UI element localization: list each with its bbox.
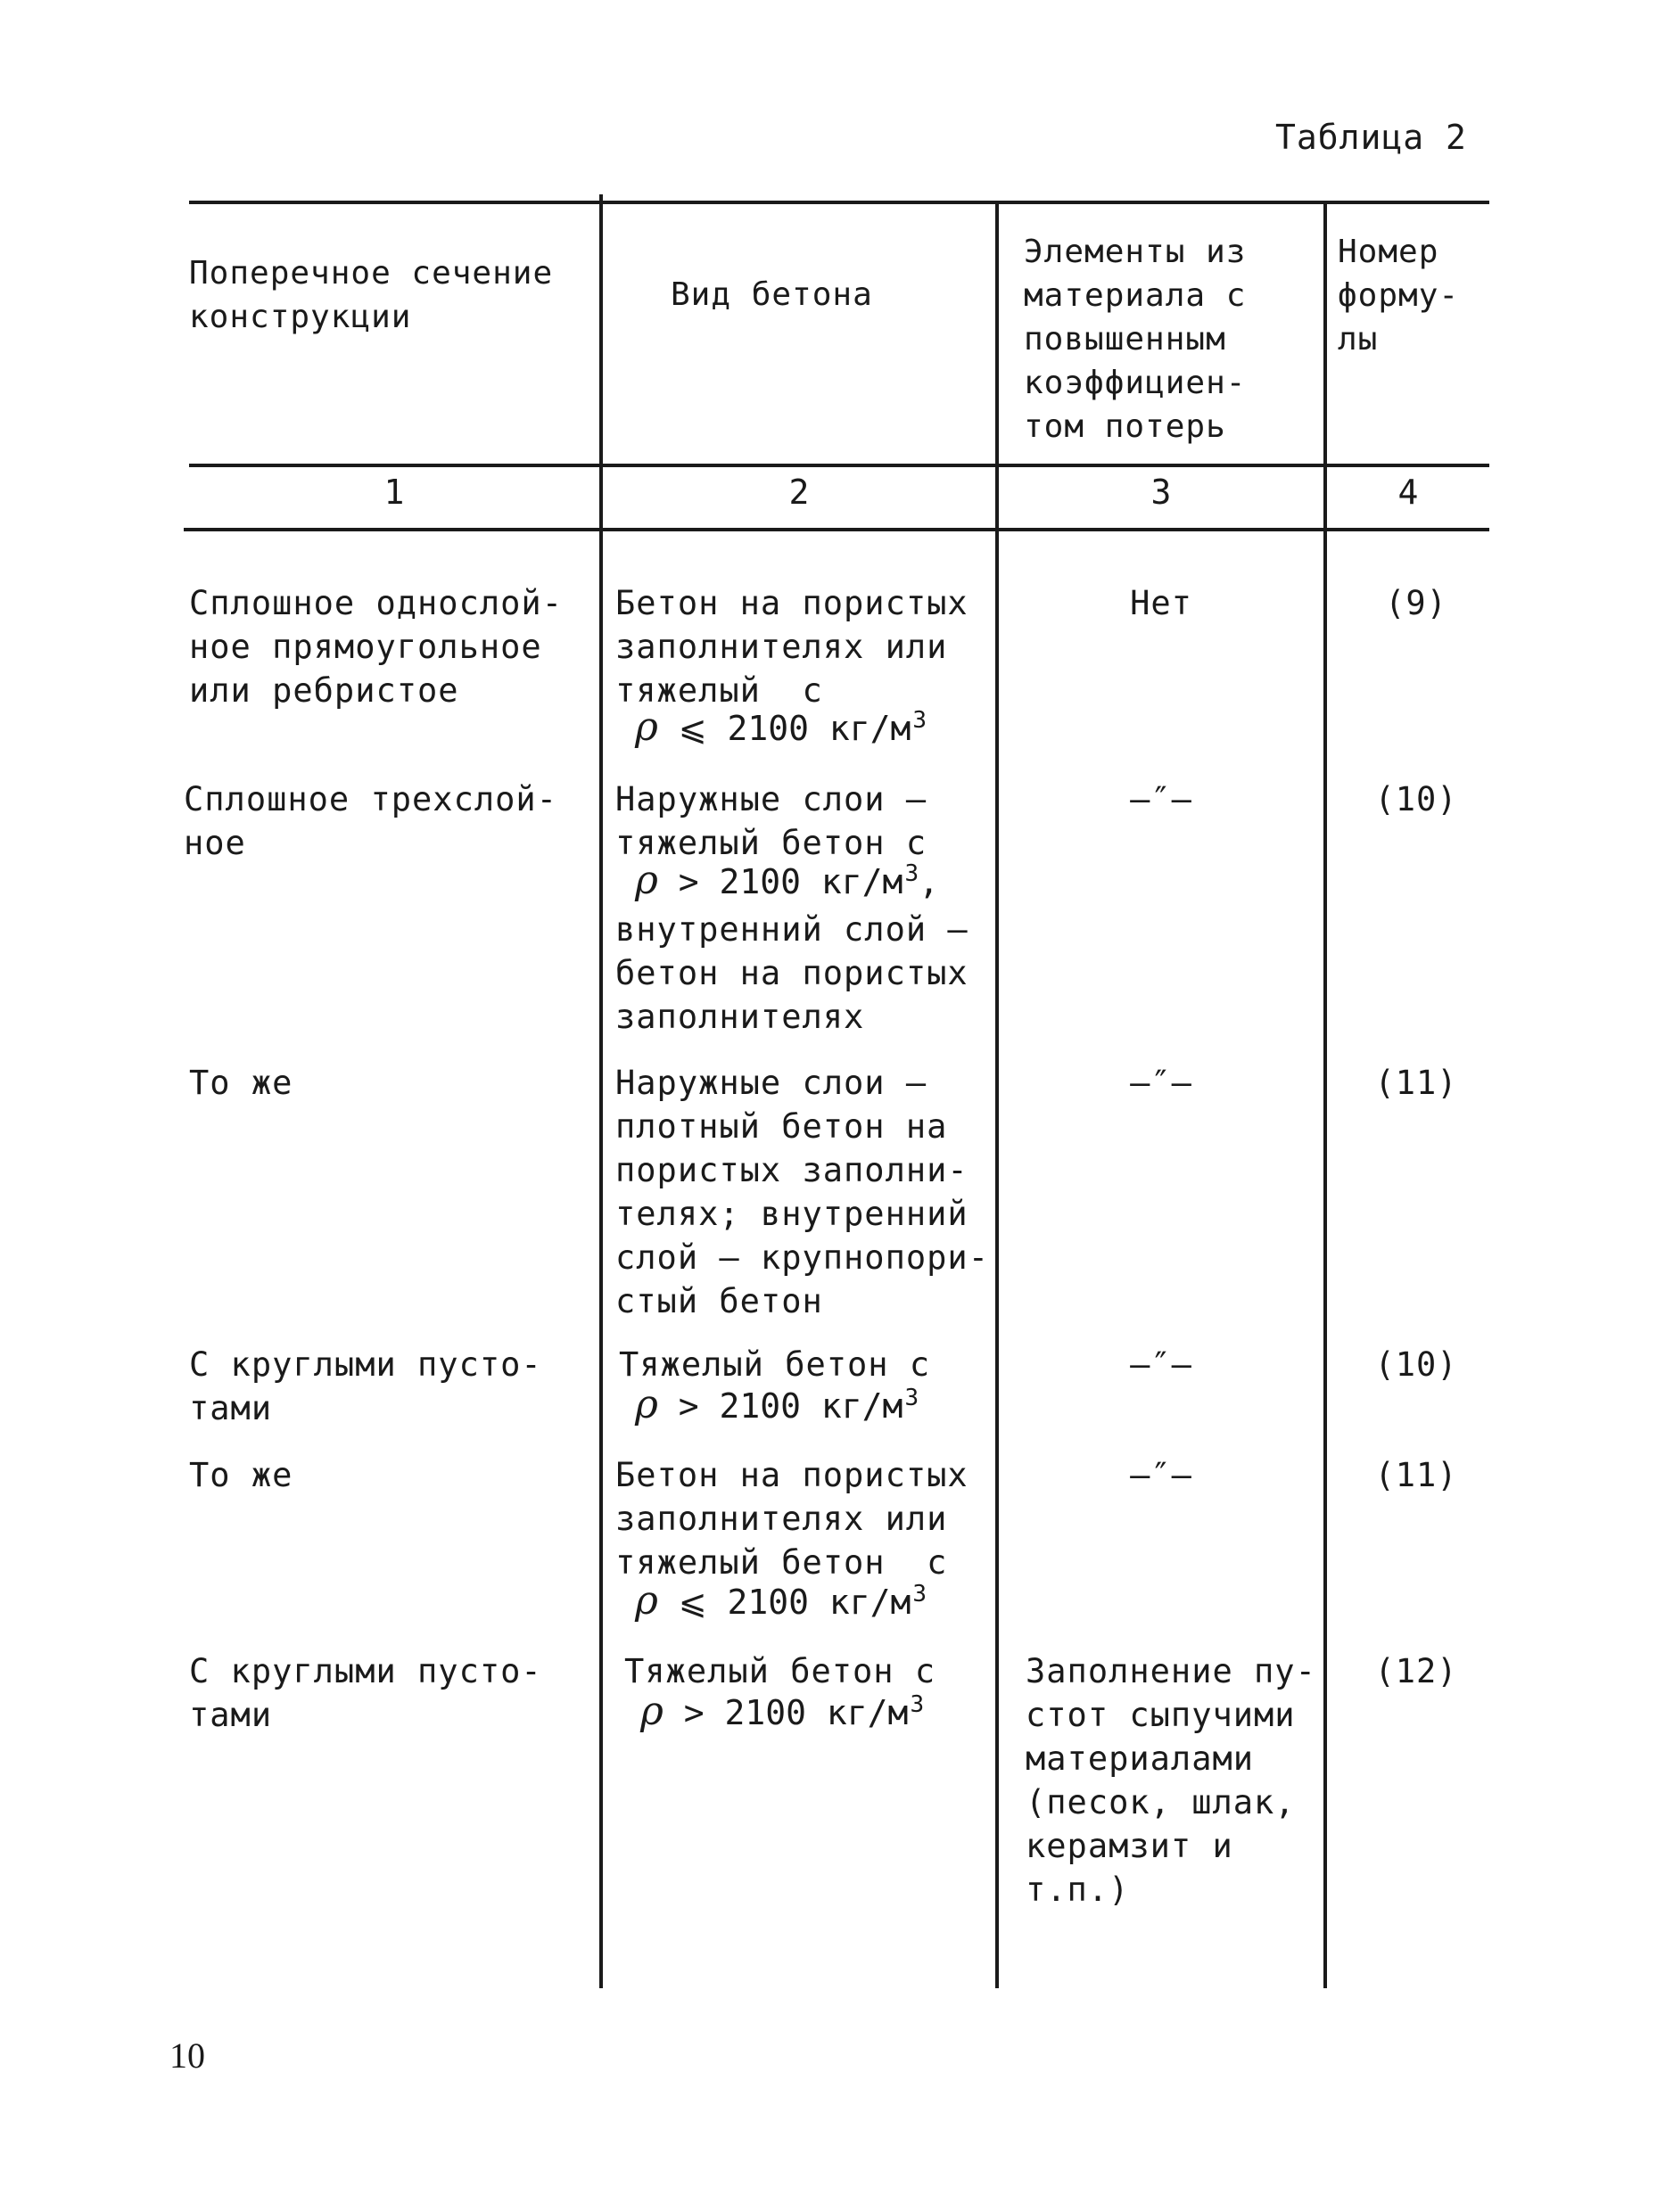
row2-elements: –″– — [1130, 780, 1192, 818]
row2-density-formula — [635, 858, 939, 903]
table-caption: Таблица 2 — [1275, 118, 1467, 157]
row6-formula-text: > 2100 кг/м — [683, 1693, 909, 1732]
header-cross-section: Поперечное сечение конструкции — [189, 255, 554, 335]
row2-formula-exponent: 3 — [904, 860, 919, 887]
row5-density-formula — [635, 1578, 927, 1624]
row2-section: Сплошное трехслой- ное — [184, 780, 557, 862]
header-bottom-rule — [189, 464, 1489, 467]
page-number: 10 — [169, 2035, 205, 2076]
row2-concrete-outer: Наружные слои – тяжелый бетон с — [615, 780, 927, 862]
rho-symbol: ρ — [635, 858, 658, 903]
row1-concrete: Бетон на пористых заполнителях или тяжелый с — [615, 584, 969, 710]
row1-elements: Нет — [1130, 584, 1192, 622]
row1-number: (9) — [1385, 584, 1447, 622]
row5-formula-text: ⩽ 2100 кг/м — [678, 1583, 911, 1622]
row6-section: С круглыми пусто- тами — [189, 1652, 542, 1734]
rho-symbol: ρ — [635, 704, 658, 750]
rho-symbol: ρ — [635, 1382, 658, 1427]
row5-elements: –″– — [1130, 1456, 1192, 1494]
rho-symbol: ρ — [640, 1689, 664, 1734]
table-top-rule — [189, 201, 1489, 204]
row2-formula-comma: , — [919, 862, 939, 901]
row5-concrete: Бетон на пористых заполнителях или тяжелый бетон с — [615, 1456, 969, 1582]
column-number-3: 3 — [1150, 473, 1172, 512]
row1-density-formula — [635, 704, 927, 750]
row5-formula-exponent: 3 — [912, 1581, 927, 1608]
column-number-1: 1 — [383, 473, 405, 512]
row1-formula-exponent: 3 — [912, 707, 927, 734]
column-number-4: 4 — [1397, 473, 1419, 512]
row4-concrete: Тяжелый бетон с — [619, 1345, 931, 1384]
row6-number: (12) — [1374, 1652, 1458, 1690]
row4-formula-text: > 2100 кг/м — [678, 1386, 903, 1426]
row6-elements: Заполнение пу- стот сыпучими материалами (песок, шлак, керамзит и т.п.) — [1026, 1652, 1316, 1909]
header-formula-number: Номер форму- лы — [1338, 234, 1460, 358]
row2-formula-text: > 2100 кг/м — [678, 862, 903, 901]
row4-number: (10) — [1374, 1345, 1458, 1384]
row4-formula-exponent: 3 — [904, 1385, 919, 1411]
column-number-rule — [184, 528, 1489, 531]
row6-concrete: Тяжелый бетон с — [624, 1652, 936, 1690]
row3-concrete: Наружные слои – плотный бетон на пористых заполни- телях; внутренний слой – крупнопори- стый бетон — [615, 1064, 989, 1320]
row4-section: С круглыми пусто- тами — [189, 1345, 542, 1427]
row5-number: (11) — [1374, 1456, 1458, 1494]
row2-concrete-inner: внутренний слой – бетон на пористых заполнителях — [615, 910, 969, 1036]
header-elements: Элементы из материала с повышенным коэффициен- том потерь — [1024, 234, 1247, 445]
row1-section: Сплошное однослой- ное прямоугольное или ребристое — [189, 584, 563, 710]
rho-symbol: ρ — [635, 1578, 658, 1624]
row6-formula-exponent: 3 — [910, 1691, 925, 1718]
row3-section: То же — [189, 1064, 293, 1102]
row3-number: (11) — [1374, 1064, 1458, 1102]
row1-formula-text: ⩽ 2100 кг/м — [678, 709, 911, 748]
row5-section: То же — [189, 1456, 293, 1494]
row4-density-formula — [635, 1382, 919, 1427]
row2-number: (10) — [1374, 780, 1458, 818]
row3-elements: –″– — [1130, 1064, 1192, 1102]
header-concrete-type: Вид бетона — [671, 276, 873, 313]
row6-density-formula — [640, 1689, 924, 1734]
row4-elements: –″– — [1130, 1345, 1192, 1384]
column-divider-1 — [599, 194, 603, 1988]
column-number-2: 2 — [788, 473, 810, 512]
